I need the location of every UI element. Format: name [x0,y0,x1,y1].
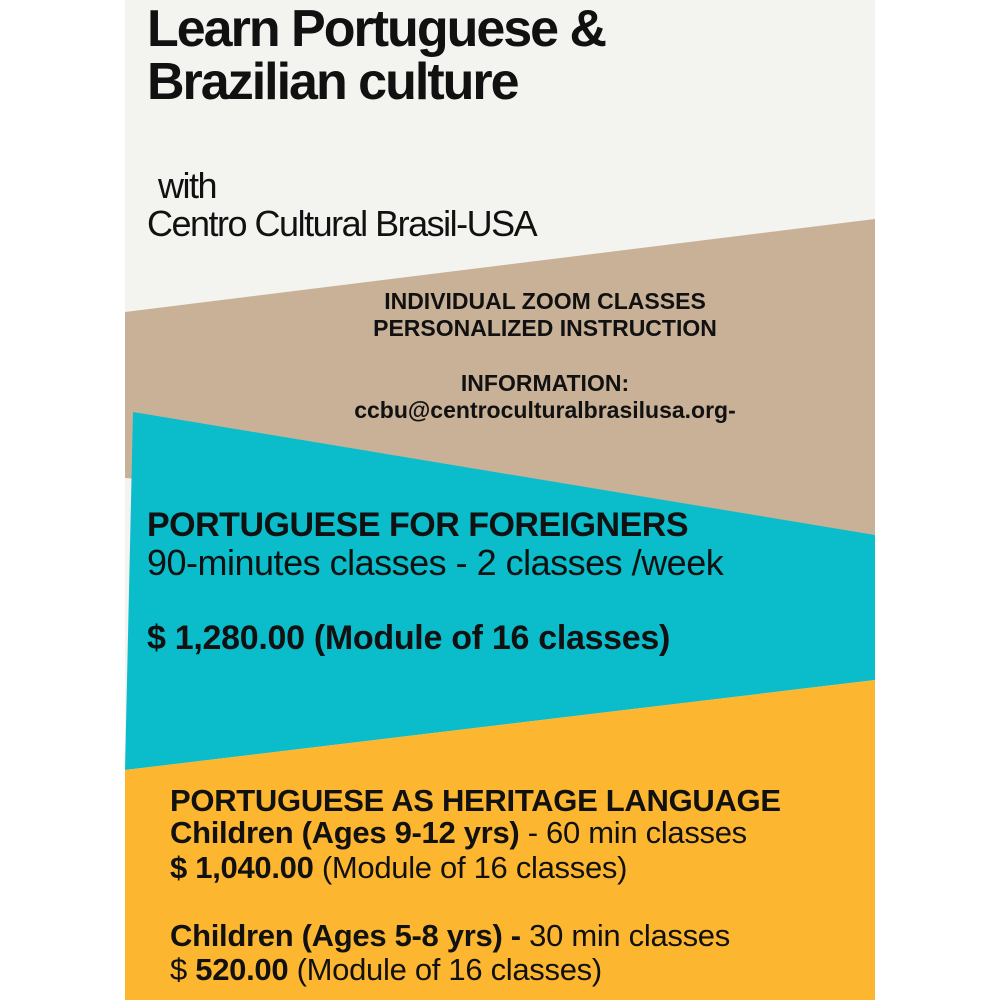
group1-detail: - 60 min classes [519,815,747,850]
group2-currency: $ [170,952,196,987]
group1-price: $ 1,040.00 [170,850,314,885]
heritage-group2 [170,918,730,954]
group1-module: (Module of 16 classes) [313,850,628,885]
heritage-heading: PORTUGUESE AS HERITAGE LANGUAGE [170,783,781,818]
title-line-2: Brazilian culture [147,53,518,111]
foreigners-schedule: 90-minutes classes - 2 classes /week [147,542,724,583]
info-heading: INFORMATION: [460,370,630,396]
heritage-group1 [170,815,747,851]
with-text: with [158,165,217,206]
poster [125,0,875,1000]
group2-label: Children (Ages 5-8 yrs) - [170,918,521,953]
group2-detail: 30 min classes [520,918,730,953]
group1-label: Children (Ages 9-12 yrs) [170,815,520,850]
group2-module: (Module of 16 classes) [288,952,602,987]
organization-name: Centro Cultural Brasil-USA [147,203,537,244]
info-zoom-classes: INDIVIDUAL ZOOM CLASSES [384,288,706,314]
heritage-group2-price [170,952,602,988]
foreigners-price: $ 1,280.00 (Module of 16 classes) [147,619,671,657]
group2-price: 520.00 [195,952,289,987]
heritage-group1-price [170,850,627,886]
info-personalized: PERSONALIZED INSTRUCTION [373,315,717,341]
info-email: ccbu@centroculturalbrasilusa.org- [354,397,736,423]
foreigners-heading: PORTUGUESE FOR FOREIGNERS [147,506,688,544]
title-line-1: Learn Portuguese & [147,0,606,58]
